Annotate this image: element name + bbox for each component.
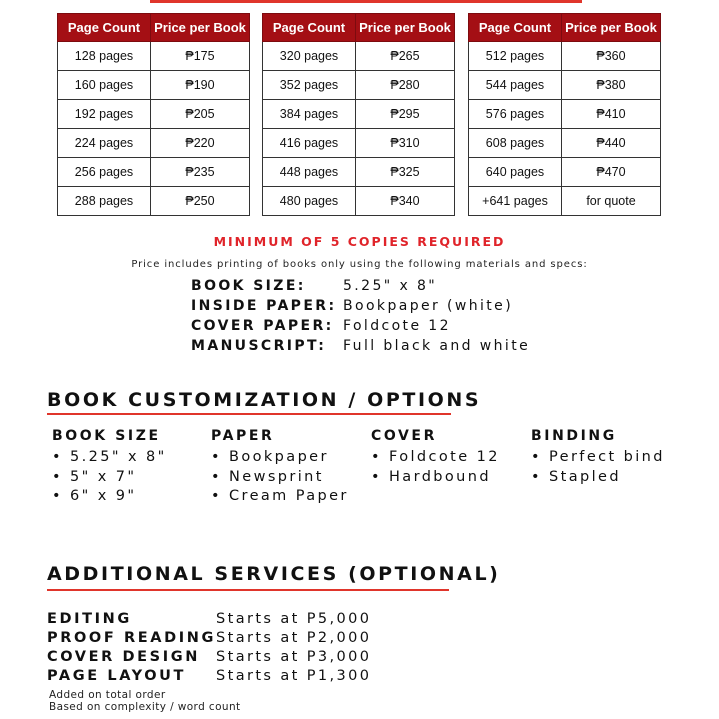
table-row	[263, 100, 455, 129]
page-count-cell: 544 pages	[469, 71, 562, 100]
table-row	[263, 158, 455, 187]
price-cell: ₱470	[562, 158, 661, 187]
list-item: • 5" x 7"	[52, 468, 167, 488]
price-cell: ₱250	[151, 187, 250, 216]
service-price: Starts at P5,000	[216, 611, 372, 627]
price-cell: ₱380	[562, 71, 661, 100]
list-item: • Bookpaper	[211, 448, 349, 468]
option-heading: BINDING	[531, 428, 617, 444]
minimum-copies-notice: MINIMUM OF 5 COPIES REQUIRED	[213, 234, 506, 249]
list-item: • Foldcote 12	[371, 448, 500, 468]
price-cell: ₱410	[562, 100, 661, 129]
pricing-table-2	[262, 13, 455, 216]
service-label: COVER DESIGN	[47, 649, 200, 665]
page-count-cell: 416 pages	[263, 129, 356, 158]
page-count-cell: 160 pages	[58, 71, 151, 100]
table-row	[58, 42, 250, 71]
table-row	[263, 42, 455, 71]
page-count-cell: 608 pages	[469, 129, 562, 158]
page-count-cell: 480 pages	[263, 187, 356, 216]
header-price-per-book: Price per Book	[151, 14, 250, 42]
price-cell: ₱190	[151, 71, 250, 100]
page-count-cell: 512 pages	[469, 42, 562, 71]
customization-title: BOOK CUSTOMIZATION / OPTIONS	[47, 389, 482, 411]
header-page-count: Page Count	[469, 14, 562, 42]
option-heading: BOOK SIZE	[52, 428, 161, 444]
pricing-table-3	[468, 13, 661, 216]
table-row	[469, 71, 661, 100]
table-row	[469, 129, 661, 158]
page-count-cell: 352 pages	[263, 71, 356, 100]
option-column-paper	[211, 428, 349, 507]
services-underline	[47, 589, 449, 591]
service-label: EDITING	[47, 611, 132, 627]
table-row	[263, 129, 455, 158]
page-count-cell: +641 pages	[469, 187, 562, 216]
spec-label: INSIDE PAPER:	[191, 298, 337, 314]
spec-label: MANUSCRIPT:	[191, 338, 327, 354]
table-row	[58, 158, 250, 187]
spec-value: Bookpaper (white)	[343, 298, 514, 314]
header-price-per-book: Price per Book	[356, 14, 455, 42]
list-item: • 5.25" x 8"	[52, 448, 167, 468]
option-column-binding	[531, 428, 665, 487]
table-row	[263, 187, 455, 216]
table-row	[469, 187, 661, 216]
service-label: PAGE LAYOUT	[47, 668, 187, 684]
price-cell: ₱175	[151, 42, 250, 71]
page-count-cell: 288 pages	[58, 187, 151, 216]
price-cell: ₱220	[151, 129, 250, 158]
table-row	[469, 42, 661, 71]
services-title: ADDITIONAL SERVICES (OPTIONAL)	[47, 563, 501, 585]
option-column-cover	[371, 428, 500, 487]
page-count-cell: 224 pages	[58, 129, 151, 158]
price-cell: ₱205	[151, 100, 250, 129]
page-count-cell: 576 pages	[469, 100, 562, 129]
table-row	[469, 100, 661, 129]
header-page-count: Page Count	[58, 14, 151, 42]
footnote-total-order: Added on total order	[49, 689, 166, 701]
page-count-cell: 640 pages	[469, 158, 562, 187]
list-item: • Cream Paper	[211, 487, 349, 507]
customization-underline	[47, 413, 451, 415]
spec-value: Full black and white	[343, 338, 531, 354]
option-heading: PAPER	[211, 428, 275, 444]
list-item: • Stapled	[531, 468, 665, 488]
price-cell: ₱295	[356, 100, 455, 129]
spec-value: 5.25" x 8"	[343, 278, 438, 294]
price-cell: ₱280	[356, 71, 455, 100]
price-cell: ₱360	[562, 42, 661, 71]
footnote-complexity: Based on complexity / word count	[49, 701, 241, 713]
price-cell: ₱235	[151, 158, 250, 187]
option-heading: COVER	[371, 428, 437, 444]
price-cell: ₱265	[356, 42, 455, 71]
list-item: • Newsprint	[211, 468, 349, 488]
service-label: PROOF READING	[47, 630, 216, 646]
top-accent-line	[150, 0, 582, 3]
header-page-count: Page Count	[263, 14, 356, 42]
table-row	[469, 158, 661, 187]
price-cell: ₱340	[356, 187, 455, 216]
price-cell: ₱325	[356, 158, 455, 187]
page-count-cell: 256 pages	[58, 158, 151, 187]
list-item: • Perfect bind	[531, 448, 665, 468]
page-count-cell: 192 pages	[58, 100, 151, 129]
table-row	[58, 100, 250, 129]
pricing-table-1	[57, 13, 250, 216]
price-cell: ₱310	[356, 129, 455, 158]
list-item: • Hardbound	[371, 468, 500, 488]
table-row	[58, 187, 250, 216]
page-count-cell: 320 pages	[263, 42, 356, 71]
list-item: • 6" x 9"	[52, 487, 167, 507]
spec-label: COVER PAPER:	[191, 318, 334, 334]
option-column-book-size	[52, 428, 167, 507]
price-cell: for quote	[562, 187, 661, 216]
table-row	[58, 71, 250, 100]
page-count-cell: 128 pages	[58, 42, 151, 71]
page-count-cell: 384 pages	[263, 100, 356, 129]
service-price: Starts at P3,000	[216, 649, 372, 665]
service-price: Starts at P1,300	[216, 668, 372, 684]
table-row	[263, 71, 455, 100]
service-price: Starts at P2,000	[216, 630, 372, 646]
page-count-cell: 448 pages	[263, 158, 356, 187]
table-row	[58, 129, 250, 158]
price-note: Price includes printing of books only using the following materials and specs:	[131, 259, 588, 270]
price-cell: ₱440	[562, 129, 661, 158]
header-price-per-book: Price per Book	[562, 14, 661, 42]
spec-label: BOOK SIZE:	[191, 278, 306, 294]
spec-value: Foldcote 12	[343, 318, 451, 334]
